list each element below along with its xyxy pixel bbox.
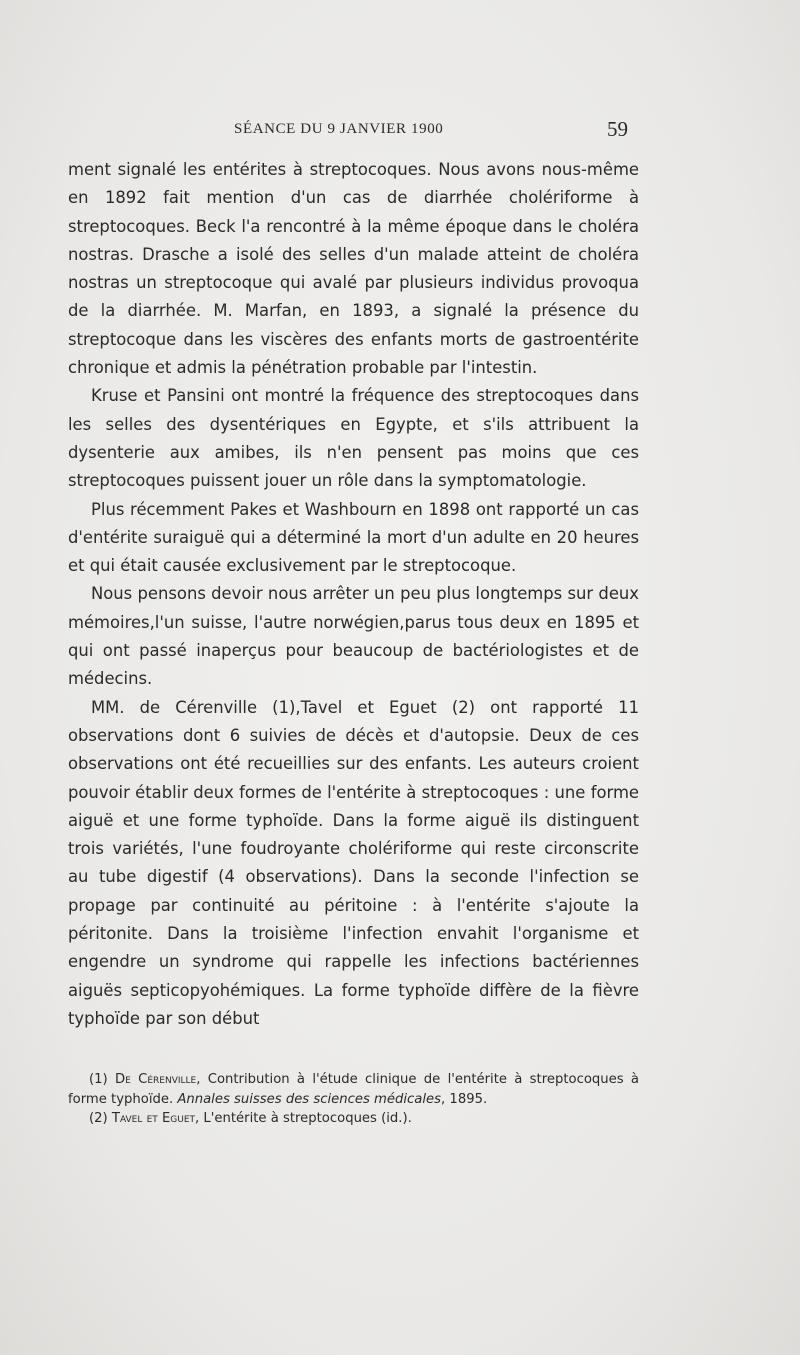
page-header <box>68 117 628 147</box>
footnote-2 <box>68 1109 639 1129</box>
footnote-2-marker: (2) <box>89 1111 108 1126</box>
footnotes <box>68 1070 639 1129</box>
paragraph-two-memoirs: Nous pensons devoir nous arrêter un peu plus longtemps sur deux mémoires,l'un suisse, l'autre norwégien,parus tous deux en 1895 et qui ont passé inaperçus pour beaucoup de bactériologistes et de médecins. <box>68 584 639 689</box>
footnote-1-marker: (1) <box>89 1072 108 1087</box>
paragraph-pakes-washbourn: Plus récemment Pakes et Washbourn en 1898 ont rapporté un cas d'entérite suraiguë qui a déterminé la mort d'un adulte en 20 heures et qui était causée exclusivement par le streptocoque. <box>68 499 639 576</box>
footnote-1 <box>68 1070 639 1109</box>
footnote-2-authors: Tavel et Eguet <box>111 1111 196 1126</box>
footnote-1-journal: Annales suisses des sciences médicales <box>177 1091 442 1107</box>
paragraph-continued: ment signalé les entérites à streptocoques. Nous avons nous-même en 1892 fait mention d'un cas de diarrhée cholériforme à streptocoques. Beck l'a rencontré à la même époque dans le choléra nostras. Drasche a isolé des selles d'un malade atteint de choléra nostras un streptocoque qui avalé par plusieurs individus provoqua de la diarrhée. M. Marfan, en 1893, a signalé la présence du streptocoque dans les viscères des enfants morts de gastroentérite chronique et admis la pénétration probable par l'intestin. <box>68 160 639 378</box>
page-number: 59 <box>607 117 628 141</box>
footnote-1-year: , 1895. <box>441 1091 488 1107</box>
footnote-1-text: , Contribution à l'étude clinique de l'entérite à streptocoques à forme typhoïde. <box>68 1072 639 1107</box>
body-text <box>68 156 639 1033</box>
paragraph-kruse-pansini: Kruse et Pansini ont montré la fréquence des streptocoques dans les selles des dysentériques en Egypte, et s'ils attribuent la dysenterie aux amibes, ils n'en pensent pas moins que ces streptocoques puissent jouer un rôle dans la symptomatologie. <box>68 386 639 491</box>
footnote-2-text: , L'entérite à streptocoques (id.). <box>195 1111 412 1126</box>
footnote-1-author: De Cérenville <box>115 1072 197 1087</box>
paragraph-cerenville-tavel: MM. de Cérenville (1),Tavel et Eguet (2) ont rapporté 11 observations dont 6 suivies de décès et d'autopsie. Deux de ces observations ont été recueillies sur des enfants. Les auteurs croient pouvoir établir deux formes de l'entérite à streptocoques : une forme aiguë et une forme typhoïde. Dans la forme aiguë ils distinguent trois variétés, l'une foudroyante cholériforme qui reste circonscrite au tube digestif (4 observations). Dans la seconde l'infection se propage par continuité au péritoine : à l'entérite s'ajoute la péritonite. Dans la troisième l'infection envahit l'organisme et engendre un syndrome qui rappelle les infections bactériennes aiguës septicopyohémiques. La forme typhoïde diffère de la fièvre typhoïde par son début <box>68 697 639 1028</box>
running-title: SÉANCE DU 9 JANVIER 1900 <box>234 121 444 137</box>
